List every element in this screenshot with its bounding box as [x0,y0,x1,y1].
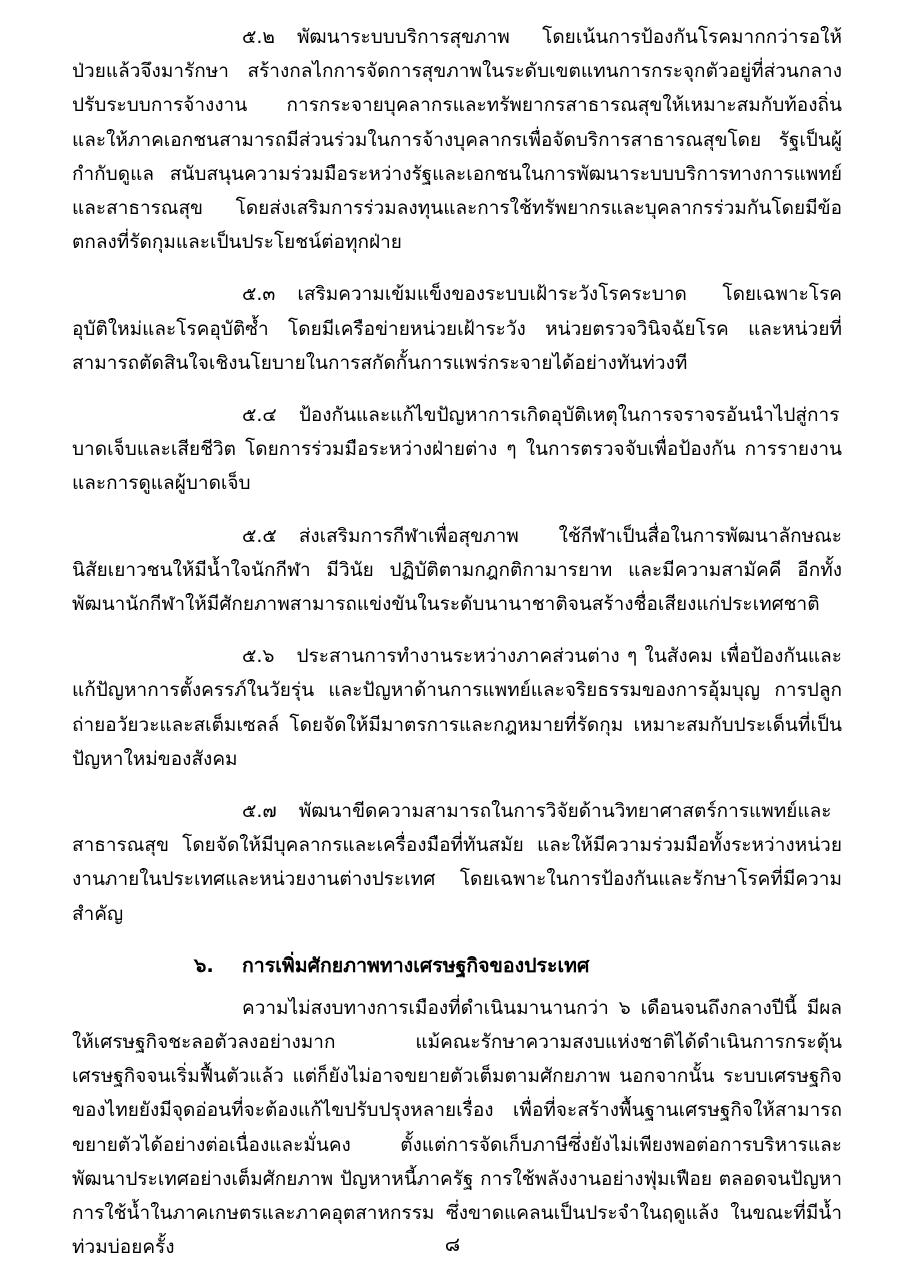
paragraph-text: พัฒนาระบบบริการสุขภาพ โดยเน้นการป้องกันโรคมากกว่ารอให้ป่วยแล้วจึงมารักษา สร้างกลไกการจัดการสุขภาพในระดับเขตแทนการกระจุกตัวอยู่ที่ส่วนกลาง ปรับระบบการจ้างงาน การกระจายบุคลากรและทรัพยากรสาธารณสุขให้เหมาะสมกับท้องถิ่น และให้ภาคเอกชนสามารถมีส่วนร่วมในการจ้างบุคลากรเพื่อจัดบริการสาธารณสุขโดย รัฐเป็นผู้กำกับดูแล สนับสนุนความร่วมมือระหว่างรัฐและเอกชนในการพัฒนาระบบบริการทางการแพทย์และสาธารณสุข โดยส่งเสริมการร่วมลงทุนและการใช้ทรัพยากรและบุคลากรร่วมกันโดยมีข้อตกลงที่รัดกุมและเป็นประโยชน์ต่อทุกฝ่าย [72,26,842,254]
section-heading [72,949,842,983]
section-6-paragraph: ความไม่สงบทางการเมืองที่ดำเนินมานานกว่า ๖ เดือนจนถึงกลางปีนี้ มีผลให้เศรษฐกิจชะลอตัวลงอย่างมาก แม้คณะรักษาความสงบแห่งชาติได้ดำเนินการกระตุ้นเศรษฐกิจจนเริ่มฟื้นตัวแล้ว แต่ก็ยังไม่อาจขยายตัวเต็มตามศักยภาพ นอกจากนั้น ระบบเศรษฐกิจของไทยยังมีจุดอ่อนที่จะต้องแก้ไขปรับปรุงหลายเรื่อง เพื่อที่จะสร้างพื้นฐานเศรษฐกิจให้สามารถขยายตัวได้อย่างต่อเนื่องและมั่นคง ตั้งแต่การจัดเก็บภาษีซึ่งยังไม่เพียงพอต่อการบริหารและพัฒนาประเทศอย่างเต็มศักยภาพ ปัญหาหนี้ภาครัฐ การใช้พลังงานอย่างฟุ่มเฟือย ตลอดจนปัญหาการใช้น้ำในภาคเกษตรและภาคอุตสาหกรรม ซึ่งขาดแคลนเป็นประจำในฤดูแล้ง ในขณะที่มีน้ำท่วมบ่อยครั้ง [72,996,842,1259]
paragraph-text: เสริมความเข้มแข็งของระบบเฝ้าระวังโรคระบาด โดยเฉพาะโรคอุบัติใหม่และโรคอุบัติซ้ำ โดยมีเครือข่ายหน่วยเฝ้าระวัง หน่วยตรวจวินิจฉัยโรค และหน่วยที่สามารถตัดสินใจเชิงนโยบายในการสกัดกั้นการแพร่กระจายได้อย่างทันท่วงที [72,283,842,374]
section-title: การเพิ่มศักยภาพทางเศรษฐกิจของประเทศ [242,953,590,977]
paragraph-5-2 [72,20,842,259]
paragraph-number: ๕.๓ [242,283,276,306]
document-body [72,20,842,1283]
paragraph-text: ส่งเสริมการกีฬาเพื่อสุขภาพ ใช้กีฬาเป็นสื่อในการพัฒนาลักษณะนิสัยเยาวชนให้มีน้ำใจนักกีฬา มีวินัย ปฏิบัติตามกฎกติกามารยาท และมีความสามัคคี อีกทั้งพัฒนานักกีฬาให้มีศักยภาพสามารถแข่งขันในระดับนานาชาติจนสร้างชื่อเสียงแก่ประเทศชาติ [72,524,842,616]
paragraph-text: ป้องกันและแก้ไขปัญหาการเกิดอุบัติเหตุในการจราจรอันนำไปสู่การบาดเจ็บและเสียชีวิต โดยการร่วมมือระหว่างฝ่ายต่าง ๆ ในการตรวจจับเพื่อป้องกัน การรายงาน และการดูแลผู้บาดเจ็บ [72,404,842,495]
paragraph-5-7 [72,794,842,931]
paragraph-number: ๕.๖ [242,645,275,668]
paragraph-5-3 [72,277,842,380]
paragraph-text: ประสานการทำงานระหว่างภาคส่วนต่าง ๆ ในสังคม เพื่อป้องกันและแก้ปัญหาการตั้งครรภ์ในวัยรุ่น และปัญหาด้านการแพทย์และจริยธรรมของการอุ้มบุญ การปลูกถ่ายอวัยวะและสเต็มเซลล์ โดยจัดให้มีมาตรการและกฎหมายที่รัดกุม เหมาะสมกับประเด็นที่เป็นปัญหาใหม่ของสังคม [72,645,842,770]
paragraph-5-4 [72,398,842,501]
paragraph-number: ๕.๗ [242,800,277,823]
paragraph-5-5 [72,519,842,622]
page-number: ๘ [444,1232,461,1256]
paragraph-number: ๕.๕ [242,524,277,547]
paragraph-5-6 [72,639,842,776]
paragraph-number: ๕.๒ [242,26,275,48]
paragraph-text: พัฒนาขีดความสามารถในการวิจัยด้านวิทยาศาสตร์การแพทย์และสาธารณสุข โดยจัดให้มีบุคลากรและเครื่องมือที่ทันสมัย และให้มีความร่วมมือทั้งระหว่างหน่วยงานภายในประเทศและหน่วยงานต่างประเทศ โดยเฉพาะในการป้องกันและรักษาโรคที่มีความสำคัญ [72,800,842,925]
paragraph-number: ๕.๔ [242,404,277,427]
section-number: ๖. [194,953,214,977]
